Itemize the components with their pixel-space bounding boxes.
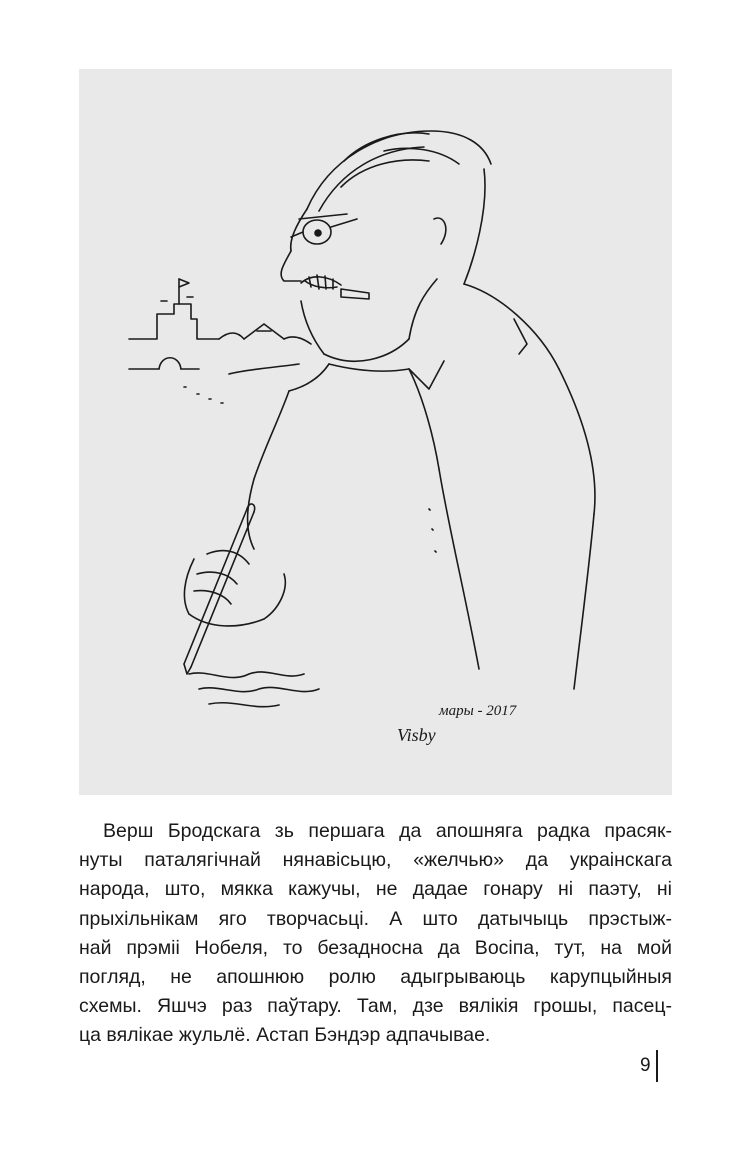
page-number-rule — [656, 1050, 658, 1082]
page-footer — [640, 1050, 658, 1082]
paragraph-line: Верш Бродскага зь першага да апошняга радка прасяк- — [103, 820, 672, 842]
paragraph-line: ца вялікае жульлё. Астап Бэндэр адпачывае. — [79, 1024, 491, 1047]
paragraph-line: погляд, не апошнюю ролю адыгрываюць карупцыйныя — [79, 965, 672, 988]
paragraph-line: схемы. Яшчэ раз паўтару. Там, дзе вялікія грошы, пасец- — [79, 995, 672, 1018]
page-number: 9 — [640, 1055, 651, 1076]
main-paragraph — [79, 817, 672, 1051]
paragraph-line: прыхільнікам яго творчасьці. А што датычыць прэстыж- — [79, 907, 672, 930]
signature-place: Visby — [397, 725, 436, 745]
paragraph-line: най прэміі Нобеля, то безадносна да Восіпа, тут, на мой — [79, 936, 672, 959]
signature-date: мары - 2017 — [439, 703, 517, 719]
paragraph-line: нуты паталягічнай нянавісьцю, «желчью» да украінскага — [79, 849, 672, 872]
paragraph-line: народа, што, мякка кажучы, не дадае гонару ні паэту, ні — [79, 878, 672, 901]
ink-sketch-illustration — [79, 69, 672, 795]
portrait-drawing — [79, 69, 672, 795]
